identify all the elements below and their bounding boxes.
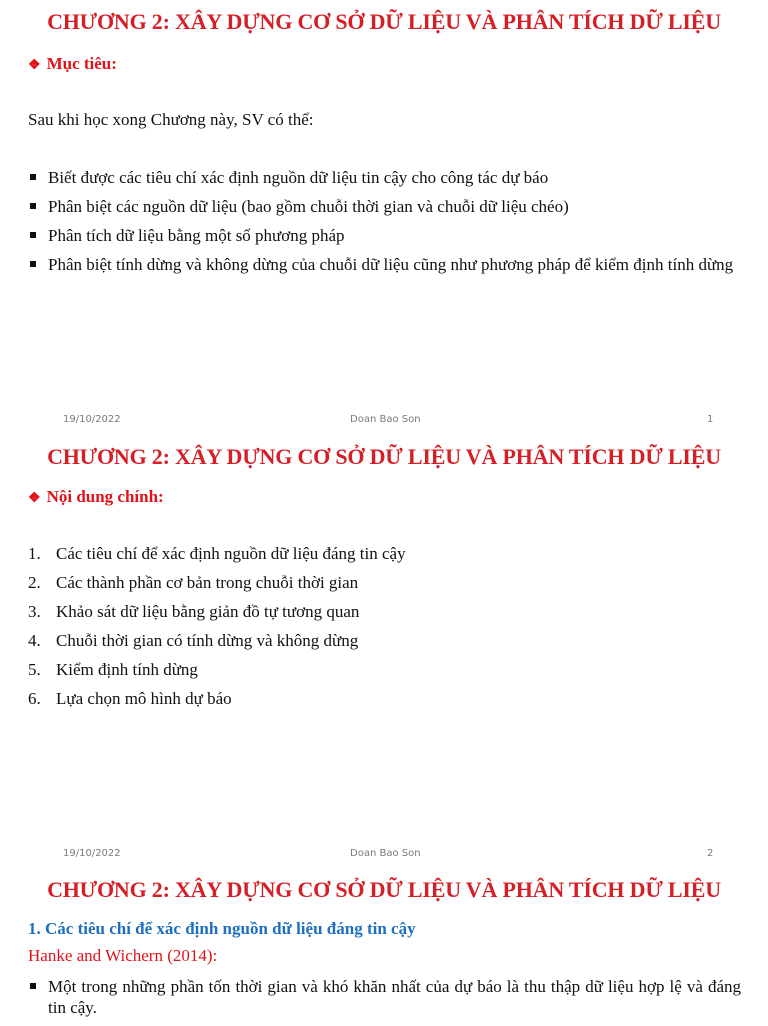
slide-title: CHƯƠNG 2: XÂY DỰNG CƠ SỞ DỮ LIỆU VÀ PHÂN TÍCH DỮ LIỆU <box>47 9 721 34</box>
diamond-bullet-icon: ❖ <box>28 491 41 506</box>
list-item: 2. Các thành phần cơ bản trong chuỗi thời gian <box>28 573 359 592</box>
list-item: Phân biệt tính dừng và không dừng của chuỗi dữ liệu cũng như phương pháp để kiểm định tính dừng <box>28 254 741 275</box>
section-subhead <box>28 54 117 74</box>
intro-text: Sau khi học xong Chương này, SV có thể: <box>28 110 314 129</box>
list-item: 5. Kiểm định tính dừng <box>28 660 198 679</box>
slide-title: CHƯƠNG 2: XÂY DỰNG CƠ SỞ DỮ LIỆU VÀ PHÂN TÍCH DỮ LIỆU <box>47 444 721 469</box>
list-item: Phân tích dữ liệu bằng một số phương pháp <box>28 225 741 246</box>
square-bullet-icon <box>30 232 36 238</box>
objective-list <box>28 167 741 283</box>
list-item: 1. Các tiêu chí để xác định nguồn dữ liệu đáng tin cậy <box>28 544 406 563</box>
square-bullet-icon <box>30 174 36 180</box>
list-item: 4. Chuỗi thời gian có tính dừng và không dừng <box>28 631 359 650</box>
detail-list <box>28 976 741 1026</box>
slide-title: CHƯƠNG 2: XÂY DỰNG CƠ SỞ DỮ LIỆU VÀ PHÂN TÍCH DỮ LIỆU <box>47 877 721 902</box>
list-item: Biết được các tiêu chí xác định nguồn dữ liệu tin cậy cho công tác dự báo <box>28 167 741 188</box>
source-citation: Hanke and Wichern (2014): <box>28 946 218 965</box>
list-item: 3. Khảo sát dữ liệu bằng giản đồ tự tương quan <box>28 602 360 621</box>
footer-date: 19/10/2022 <box>63 414 121 425</box>
section-subhead <box>28 487 164 507</box>
footer-page-number: 1 <box>707 414 714 425</box>
list-item: Một trong những phần tốn thời gian và khó khăn nhất của dự báo là thu thập dữ liệu hợp lệ và đáng tin cậy. <box>28 976 741 1018</box>
square-bullet-icon <box>30 203 36 209</box>
list-item: Phân biệt các nguồn dữ liệu (bao gồm chuỗi thời gian và chuỗi dữ liệu chéo) <box>28 196 741 217</box>
subhead-label: Mục tiêu: <box>46 54 117 73</box>
list-item: 6. Lựa chọn mô hình dự báo <box>28 689 232 708</box>
content-list <box>28 543 406 717</box>
footer-page-number: 2 <box>707 848 714 859</box>
footer-author: Doan Bao Son <box>350 848 421 859</box>
section-heading: 1. Các tiêu chí để xác định nguồn dữ liệu đáng tin cậy <box>28 919 416 938</box>
footer-author: Doan Bao Son <box>350 414 421 425</box>
subhead-label: Nội dung chính: <box>46 487 164 506</box>
square-bullet-icon <box>30 261 36 267</box>
footer-date: 19/10/2022 <box>63 848 121 859</box>
diamond-bullet-icon: ❖ <box>28 58 41 73</box>
square-bullet-icon <box>30 983 36 989</box>
